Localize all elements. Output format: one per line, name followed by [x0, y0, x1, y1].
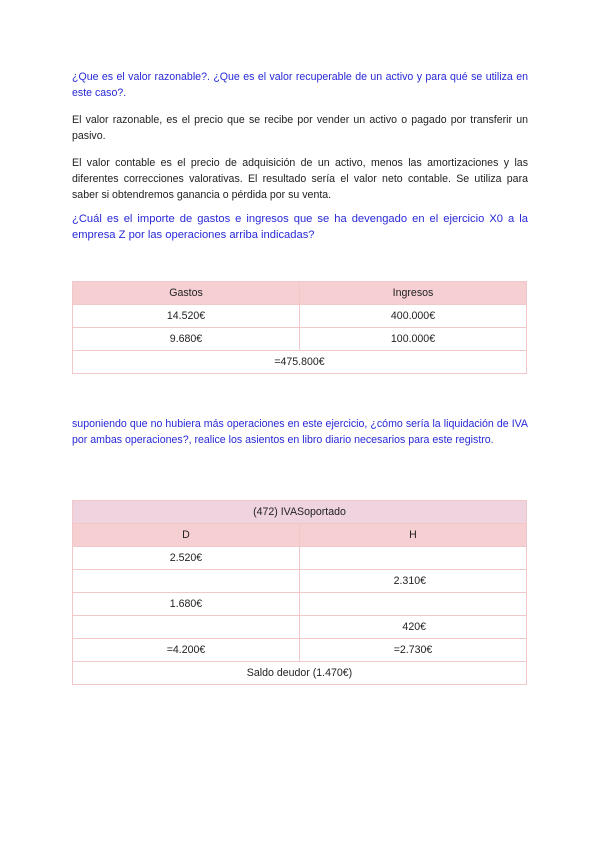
- debe-cell: 2.520€: [73, 547, 300, 570]
- question-liquidacion-iva: suponiendo que no hubiera más operaciones en este ejercicio, ¿cómo sería la liquidación de IVA por ambas operaciones?, realice los asientos en libro diario necesarios para este registro.: [72, 418, 528, 446]
- total-cell: =475.800€: [73, 351, 527, 374]
- haber-cell: [300, 547, 527, 570]
- table-row: [73, 639, 527, 662]
- table-row: [73, 328, 527, 351]
- table-row: [73, 593, 527, 616]
- debe-cell: 1.680€: [73, 593, 300, 616]
- ingresos-cell: 400.000€: [300, 305, 527, 328]
- header-ingresos: Ingresos: [300, 282, 527, 305]
- iva-soportado-table: [72, 500, 527, 685]
- header-haber: H: [300, 524, 527, 547]
- question-valor-razonable: ¿Que es el valor razonable?. ¿Que es el valor recuperable de un activo y para qué se utiliza en este caso?.: [72, 71, 528, 99]
- header-debe: D: [73, 524, 300, 547]
- answer-valor-contable: El valor contable es el precio de adquisición de un activo, menos las amortizaciones y las diferentes correcciones valorativas. El resultado sería el valor neto contable. Se utiliza para saber si obtendremos ganancia o pérdida por su venta.: [72, 157, 528, 201]
- table-row: [73, 570, 527, 593]
- table-total-row: [73, 351, 527, 374]
- saldo-cell: Saldo deudor (1.470€): [73, 662, 527, 685]
- gastos-cell: 14.520€: [73, 305, 300, 328]
- debe-cell: [73, 570, 300, 593]
- iva-account-title: (472) IVASoportado: [73, 501, 527, 524]
- debe-total-cell: =4.200€: [73, 639, 300, 662]
- ingresos-cell: 100.000€: [300, 328, 527, 351]
- haber-cell: 420€: [300, 616, 527, 639]
- table-header-row: [73, 282, 527, 305]
- debe-cell: [73, 616, 300, 639]
- table-title-row: [73, 501, 527, 524]
- header-gastos: Gastos: [73, 282, 300, 305]
- gastos-cell: 9.680€: [73, 328, 300, 351]
- haber-cell: [300, 593, 527, 616]
- table-header-row: [73, 524, 527, 547]
- haber-total-cell: =2.730€: [300, 639, 527, 662]
- gastos-ingresos-table: [72, 281, 527, 374]
- table-row: [73, 547, 527, 570]
- haber-cell: 2.310€: [300, 570, 527, 593]
- answer-valor-razonable: El valor razonable, es el precio que se recibe por vender un activo o pagado por transferir un pasivo.: [72, 114, 528, 142]
- table-row: [73, 305, 527, 328]
- question-gastos-ingresos: ¿Cuál es el importe de gastos e ingresos que se ha devengado en el ejercicio X0 a la empresa Z por las operaciones arriba indicadas?: [72, 213, 528, 241]
- table-row: [73, 616, 527, 639]
- table-saldo-row: [73, 662, 527, 685]
